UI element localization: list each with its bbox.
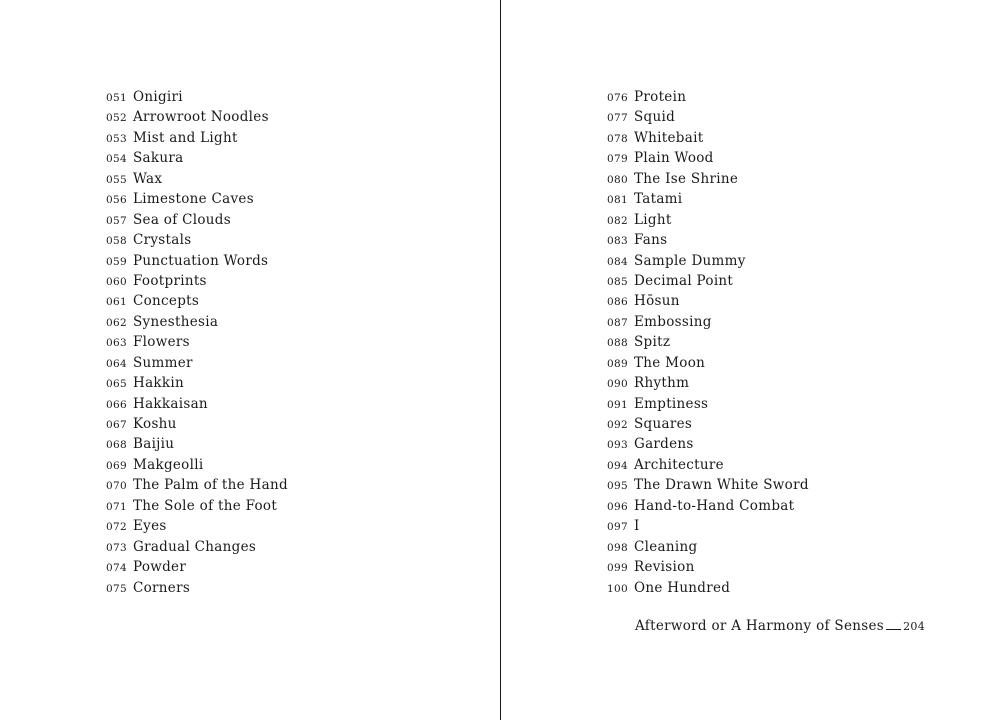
chapter-number: 079 — [607, 153, 628, 166]
toc-entry — [106, 229, 288, 249]
chapter-number: 051 — [106, 92, 127, 104]
toc-entry — [607, 290, 809, 310]
chapter-title: I — [634, 518, 640, 535]
chapter-number: 084 — [607, 255, 628, 268]
toc-entry — [607, 413, 809, 433]
toc-entry — [607, 352, 809, 372]
toc-entry — [607, 515, 809, 535]
toc-entry — [106, 393, 288, 413]
leader-line — [886, 628, 901, 630]
chapter-number: 086 — [607, 296, 628, 309]
toc-entry — [106, 86, 288, 106]
chapter-title: Flowers — [133, 334, 190, 351]
chapter-number: 075 — [106, 582, 127, 595]
toc-entry — [607, 168, 809, 188]
chapter-number: 099 — [607, 562, 628, 575]
toc-entry — [106, 127, 288, 147]
chapter-title: Hakkin — [133, 375, 184, 392]
chapter-number: 087 — [607, 316, 628, 329]
chapter-number: 055 — [106, 173, 127, 186]
chapter-title: Whitebait — [634, 129, 704, 146]
chapter-number: 054 — [106, 153, 127, 166]
toc-entry — [607, 270, 809, 290]
toc-entry — [106, 250, 288, 270]
chapter-number: 089 — [607, 357, 628, 370]
chapter-number: 074 — [106, 562, 127, 575]
chapter-number: 071 — [106, 500, 127, 513]
chapter-title: Eyes — [133, 518, 167, 535]
chapter-title: Arrowroot Noodles — [133, 109, 269, 126]
toc-entry — [607, 209, 809, 229]
chapter-number: 061 — [106, 296, 127, 309]
chapter-title: Footprints — [133, 272, 207, 289]
toc-entry — [106, 106, 288, 126]
chapter-title: Emptiness — [634, 395, 709, 412]
chapter-title: Revision — [634, 559, 695, 576]
chapter-number: 098 — [607, 541, 628, 554]
chapter-title: Cleaning — [634, 538, 698, 555]
chapter-title: Tatami — [634, 191, 683, 208]
chapter-number: 097 — [607, 521, 628, 534]
chapter-title: Limestone Caves — [133, 191, 254, 208]
toc-entry — [106, 270, 288, 290]
toc-entry — [607, 147, 809, 167]
chapter-number: 059 — [106, 255, 127, 268]
chapter-title: Squares — [634, 416, 693, 432]
chapter-title: Koshu — [133, 416, 177, 432]
afterword-title: Afterword or A Harmony of Senses — [635, 618, 884, 634]
chapter-number: 090 — [607, 378, 628, 391]
toc-entry — [106, 147, 288, 167]
chapter-title: Squid — [634, 109, 676, 126]
toc-entry — [607, 372, 809, 392]
chapter-title: Plain Wood — [634, 150, 714, 167]
chapter-title: Onigiri — [133, 89, 183, 105]
chapter-number: 077 — [607, 112, 628, 125]
toc-entry — [106, 331, 288, 351]
left-page — [106, 86, 288, 597]
chapter-title: The Moon — [634, 354, 706, 371]
toc-entry — [607, 229, 809, 249]
chapter-number: 081 — [607, 194, 628, 207]
toc-entry — [106, 168, 288, 188]
chapter-number: 053 — [106, 132, 127, 145]
chapter-title: Embossing — [634, 313, 712, 330]
chapter-title: Sample Dummy — [634, 252, 746, 269]
chapter-number: 066 — [106, 398, 127, 411]
toc-entry — [106, 515, 288, 535]
chapter-number: 076 — [607, 92, 628, 104]
chapter-title: Gardens — [634, 436, 694, 453]
toc-entry — [607, 536, 809, 556]
toc-entry — [106, 536, 288, 556]
chapter-title: Synesthesia — [133, 313, 219, 330]
chapter-number: 088 — [607, 337, 628, 350]
chapter-number: 091 — [607, 398, 628, 411]
afterword-entry — [635, 618, 925, 634]
toc-entry — [106, 413, 288, 433]
chapter-number: 083 — [607, 235, 628, 248]
chapter-title: Light — [634, 211, 672, 228]
chapter-title: Hōsun — [634, 293, 680, 310]
chapter-title: Makgeolli — [133, 456, 204, 473]
chapter-title: Fans — [634, 232, 668, 249]
chapter-title: Wax — [133, 170, 163, 187]
toc-entry — [607, 188, 809, 208]
chapter-title: Gradual Changes — [133, 538, 257, 555]
chapter-title: One Hundred — [634, 579, 731, 596]
toc-entry — [106, 372, 288, 392]
chapter-title: Decimal Point — [634, 272, 734, 289]
chapter-number: 056 — [106, 194, 127, 207]
chapter-number: 069 — [106, 459, 127, 472]
chapter-number: 070 — [106, 480, 127, 493]
chapter-number: 080 — [607, 173, 628, 186]
chapter-title: Summer — [133, 354, 193, 371]
toc-entry — [106, 352, 288, 372]
chapter-number: 065 — [106, 378, 127, 391]
book-gutter-divider — [500, 0, 501, 720]
chapter-title: The Sole of the Foot — [133, 497, 278, 514]
toc-entry — [607, 556, 809, 576]
toc-entry — [607, 577, 809, 597]
toc-entry — [106, 433, 288, 453]
chapter-title: The Drawn White Sword — [634, 477, 809, 494]
chapter-title: Hand-to-Hand Combat — [634, 497, 795, 514]
chapter-number: 085 — [607, 275, 628, 288]
toc-entry — [607, 86, 809, 106]
chapter-number: 095 — [607, 480, 628, 493]
chapter-number: 068 — [106, 439, 127, 452]
toc-entry — [607, 474, 809, 494]
chapter-number: 063 — [106, 337, 127, 350]
chapter-number: 078 — [607, 132, 628, 145]
chapter-title: Architecture — [634, 456, 724, 473]
chapter-title: Spitz — [634, 334, 671, 351]
toc-entry — [607, 454, 809, 474]
chapter-title: Concepts — [133, 293, 200, 310]
chapter-number: 057 — [106, 214, 127, 227]
chapter-title: Protein — [634, 89, 687, 105]
chapter-number: 052 — [106, 112, 127, 125]
chapter-number: 092 — [607, 419, 628, 431]
chapter-title: The Palm of the Hand — [133, 477, 288, 494]
chapter-title: Rhythm — [634, 375, 690, 392]
toc-entry — [106, 474, 288, 494]
right-page — [607, 86, 809, 597]
toc-entry — [106, 556, 288, 576]
chapter-number: 073 — [106, 541, 127, 554]
toc-entry — [106, 188, 288, 208]
chapter-title: Crystals — [133, 232, 192, 249]
toc-entry — [106, 311, 288, 331]
chapter-number: 062 — [106, 316, 127, 329]
chapter-number: 082 — [607, 214, 628, 227]
chapter-title: The Ise Shrine — [634, 170, 739, 187]
chapter-title: Punctuation Words — [133, 252, 269, 269]
toc-entry — [106, 209, 288, 229]
chapter-title: Corners — [133, 579, 191, 596]
chapter-number: 096 — [607, 500, 628, 513]
toc-entry — [607, 495, 809, 515]
chapter-title: Mist and Light — [133, 129, 238, 146]
chapter-title: Sea of Clouds — [133, 211, 231, 228]
toc-entry — [607, 106, 809, 126]
chapter-number: 058 — [106, 235, 127, 248]
chapter-number: 067 — [106, 419, 127, 431]
toc-entry — [607, 331, 809, 351]
chapter-title: Sakura — [133, 150, 184, 167]
toc-entry — [607, 311, 809, 331]
chapter-number: 060 — [106, 275, 127, 288]
toc-list-left — [106, 86, 288, 597]
toc-list-right — [607, 86, 809, 597]
chapter-number: 093 — [607, 439, 628, 452]
chapter-title: Baijiu — [133, 436, 175, 453]
chapter-title: Powder — [133, 559, 187, 576]
chapter-number: 100 — [607, 582, 628, 595]
chapter-number: 094 — [607, 459, 628, 472]
toc-entry — [106, 454, 288, 474]
toc-entry — [607, 127, 809, 147]
chapter-title: Hakkaisan — [133, 395, 208, 412]
chapter-number: 072 — [106, 521, 127, 534]
toc-entry — [106, 495, 288, 515]
chapter-number: 064 — [106, 357, 127, 370]
toc-entry — [106, 290, 288, 310]
toc-entry — [106, 577, 288, 597]
toc-entry — [607, 433, 809, 453]
toc-entry — [607, 393, 809, 413]
afterword-page-number: 204 — [903, 620, 925, 633]
toc-entry — [607, 250, 809, 270]
